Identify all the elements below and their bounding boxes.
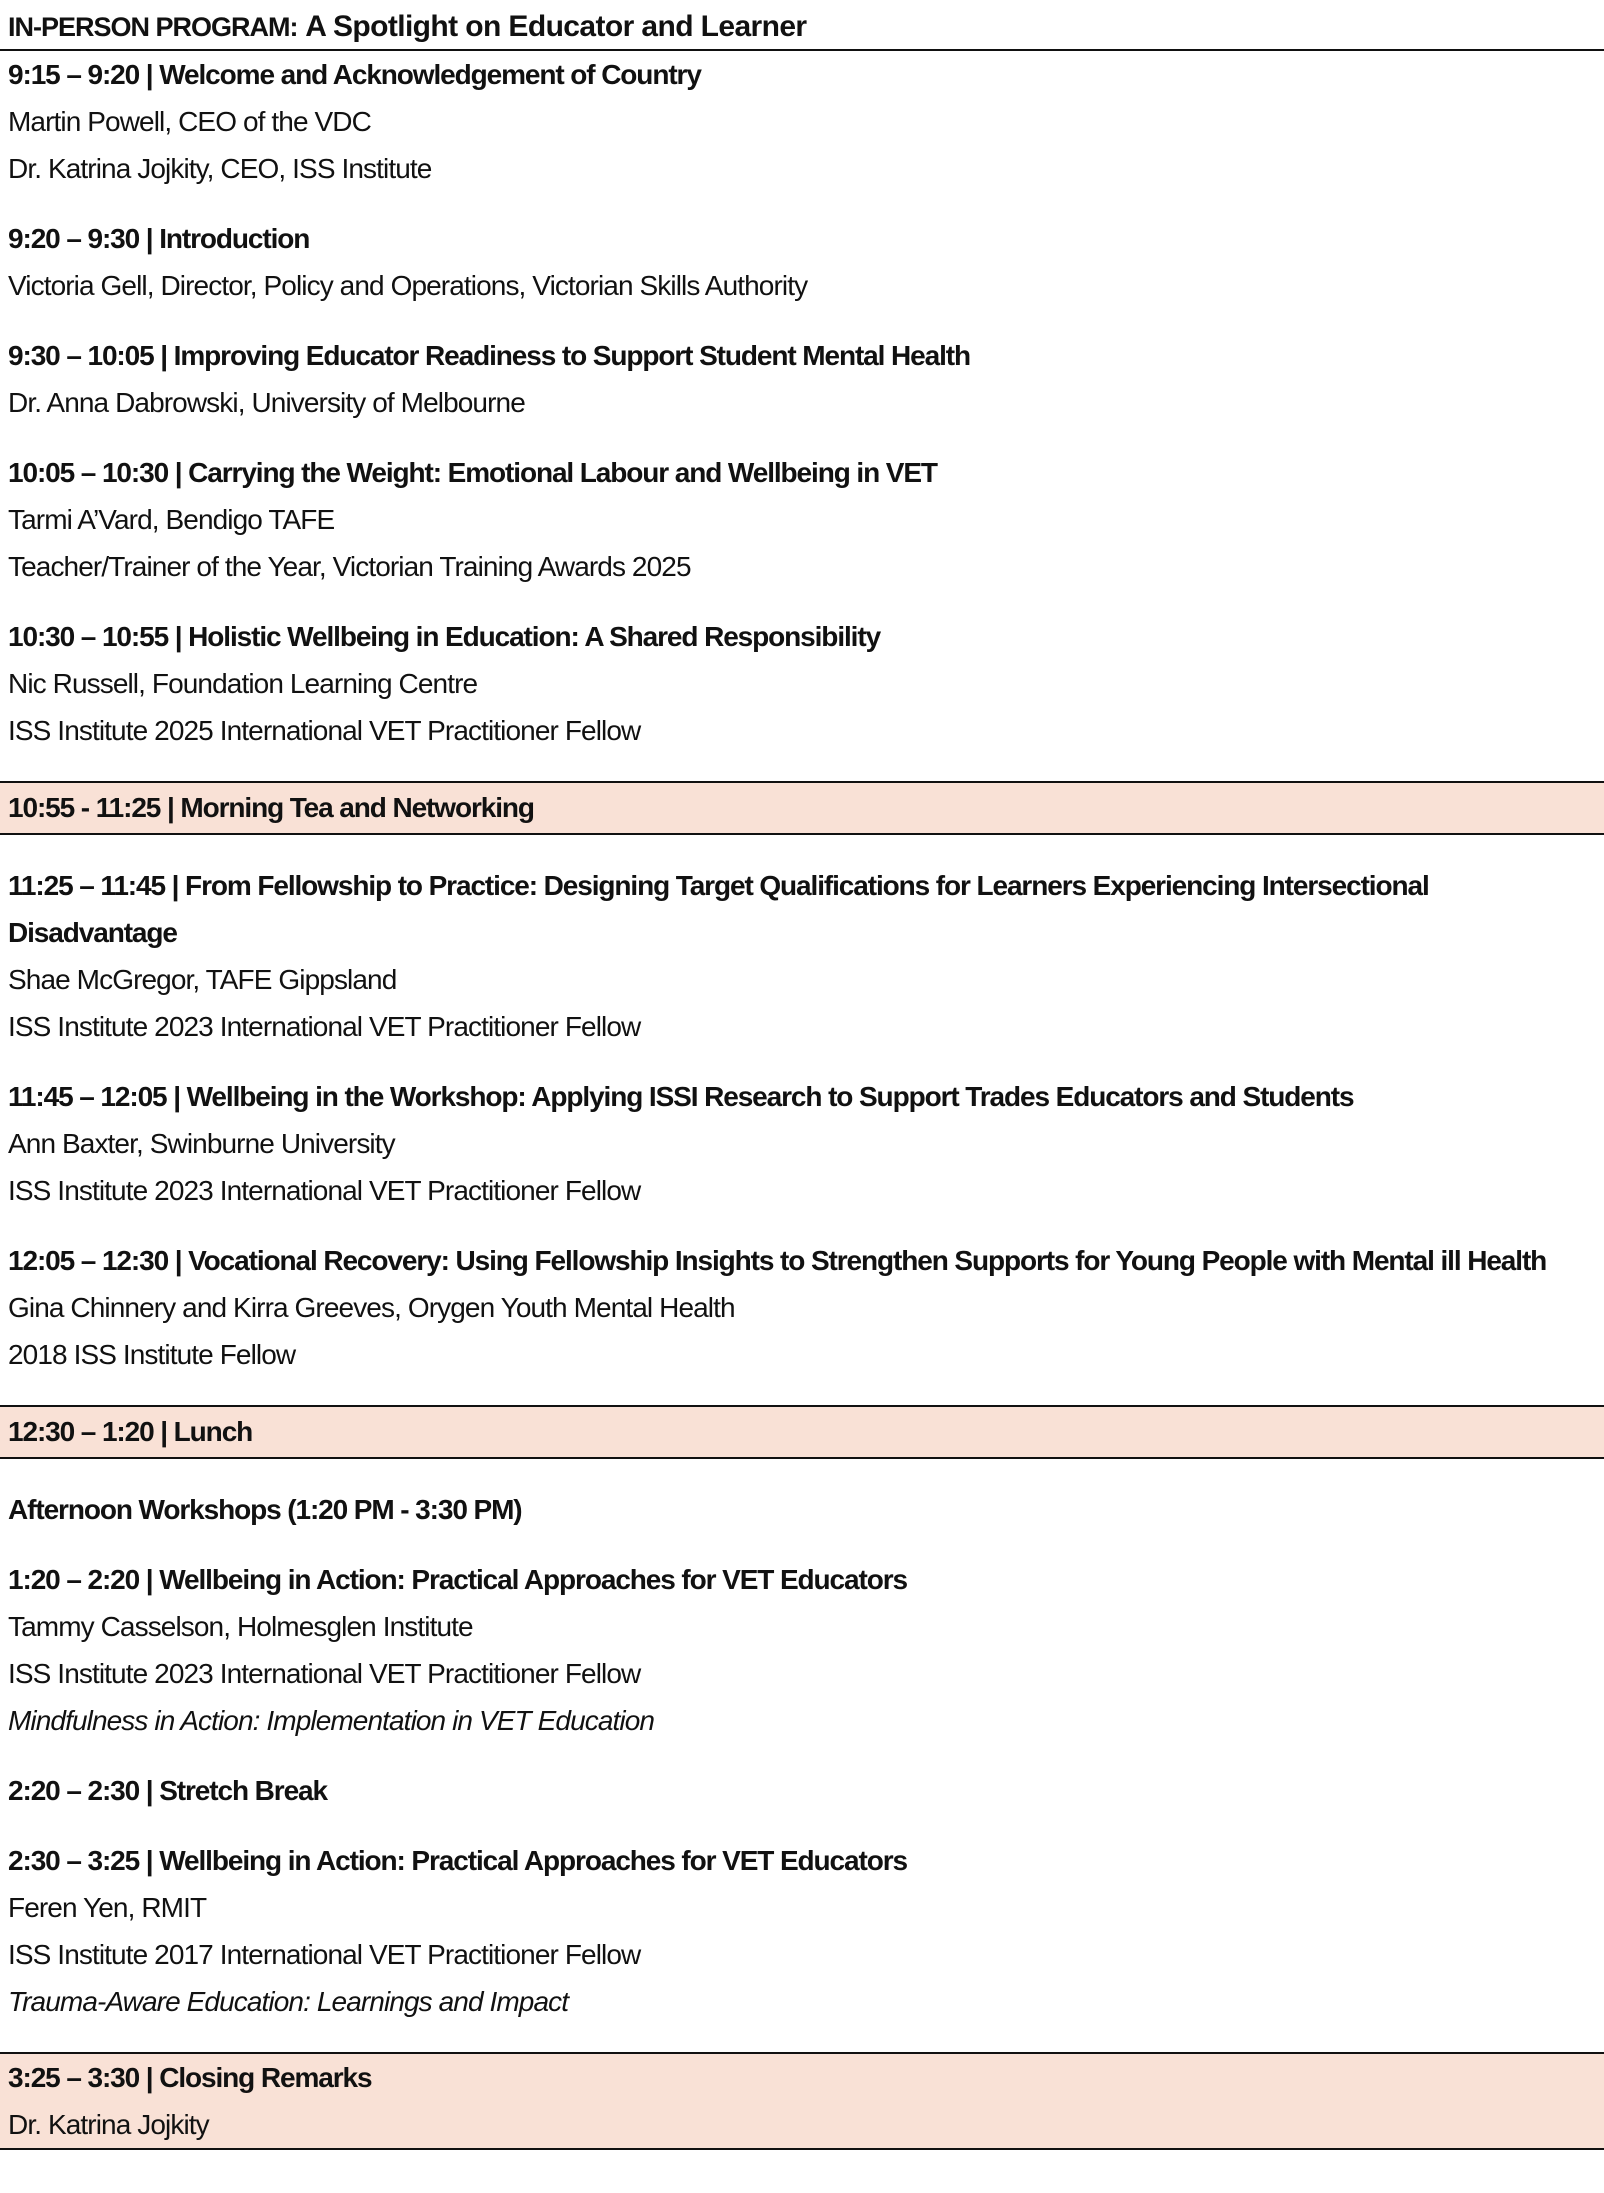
- session-educator-readiness: [8, 332, 1596, 426]
- session-heading: 9:30 – 10:05 | Improving Educator Readiness to Support Student Mental Health: [8, 340, 970, 371]
- session-holistic-wellbeing: [8, 613, 1596, 754]
- workshop-topic: Trauma-Aware Education: Learnings and Impact: [8, 1986, 569, 2017]
- speaker-credential: Teacher/Trainer of the Year, Victorian Training Awards 2025: [8, 551, 691, 582]
- session-heading: 10:05 – 10:30 | Carrying the Weight: Emotional Labour and Wellbeing in VET: [8, 457, 937, 488]
- session-heading: 11:25 – 11:45 | From Fellowship to Practice: Designing Target Qualifications for Learners Experiencing Intersectional Disadvantage: [8, 870, 1429, 948]
- speaker-credential: ISS Institute 2023 International VET Practitioner Fellow: [8, 1011, 641, 1042]
- afternoon-heading-block: [8, 1486, 1596, 1533]
- break-heading: 10:55 - 11:25 | Morning Tea and Networking: [8, 792, 534, 823]
- session-stretch-break: [8, 1767, 1596, 1814]
- workshop-topic: Mindfulness in Action: Implementation in VET Education: [8, 1705, 655, 1736]
- speaker: Feren Yen, RMIT: [8, 1892, 207, 1923]
- session-heading: 2:20 – 2:30 | Stretch Break: [8, 1775, 327, 1806]
- session-heading: 1:20 – 2:20 | Wellbeing in Action: Practical Approaches for VET Educators: [8, 1564, 907, 1595]
- session-welcome: [8, 51, 1596, 192]
- morning-sessions: [0, 51, 1604, 754]
- speaker: Shae McGregor, TAFE Gippsland: [8, 964, 397, 995]
- session-introduction: [8, 215, 1596, 309]
- speaker: Martin Powell, CEO of the VDC: [8, 106, 371, 137]
- closing-heading: 3:25 – 3:30 | Closing Remarks: [8, 2062, 372, 2093]
- session-heading: 9:15 – 9:20 | Welcome and Acknowledgement of Country: [8, 59, 701, 90]
- break-heading: 12:30 – 1:20 | Lunch: [8, 1416, 253, 1447]
- closing-speaker: Dr. Katrina Jojkity: [8, 2109, 209, 2140]
- session-workshop-trauma-aware: [8, 1837, 1596, 2025]
- speaker-credential: ISS Institute 2025 International VET Practitioner Fellow: [8, 715, 641, 746]
- section-heading: Afternoon Workshops (1:20 PM - 3:30 PM): [8, 1494, 522, 1525]
- speaker: Tarmi A’Vard, Bendigo TAFE: [8, 504, 335, 535]
- speaker: Ann Baxter, Swinburne University: [8, 1128, 395, 1159]
- speaker-credential: ISS Institute 2017 International VET Practitioner Fellow: [8, 1939, 641, 1970]
- speaker: Victoria Gell, Director, Policy and Operations, Victorian Skills Authority: [8, 270, 808, 301]
- session-heading: 9:20 – 9:30 | Introduction: [8, 223, 310, 254]
- title-main: A Spotlight on Educator and Learner: [305, 10, 807, 43]
- speaker: Nic Russell, Foundation Learning Centre: [8, 668, 478, 699]
- speaker: Dr. Katrina Jojkity, CEO, ISS Institute: [8, 153, 432, 184]
- speaker-credential: 2018 ISS Institute Fellow: [8, 1339, 296, 1370]
- speaker: Tammy Casselson, Holmesglen Institute: [8, 1611, 473, 1642]
- session-fellowship-to-practice: [8, 862, 1596, 1050]
- break-band-lunch: [0, 1405, 1604, 1459]
- afternoon-workshops: [0, 1486, 1604, 2025]
- break-band-morning-tea: [0, 781, 1604, 835]
- title-prefix: IN-PERSON PROGRAM:: [8, 12, 298, 42]
- session-carrying-the-weight: [8, 449, 1596, 590]
- speaker: Dr. Anna Dabrowski, University of Melbourne: [8, 387, 525, 418]
- session-vocational-recovery: [8, 1237, 1596, 1378]
- speaker-credential: ISS Institute 2023 International VET Practitioner Fellow: [8, 1658, 641, 1689]
- speaker: Gina Chinnery and Kirra Greeves, Orygen Youth Mental Health: [8, 1292, 735, 1323]
- session-heading: 10:30 – 10:55 | Holistic Wellbeing in Education: A Shared Responsibility: [8, 621, 881, 652]
- session-heading: 2:30 – 3:25 | Wellbeing in Action: Practical Approaches for VET Educators: [8, 1845, 907, 1876]
- midday-sessions: [0, 862, 1604, 1378]
- speaker-credential: ISS Institute 2023 International VET Practitioner Fellow: [8, 1175, 641, 1206]
- session-workshop-mindfulness: [8, 1556, 1596, 1744]
- page-title: [0, 0, 1604, 51]
- session-heading: 11:45 – 12:05 | Wellbeing in the Workshop: Applying ISSI Research to Support Trades Educators and Students: [8, 1081, 1354, 1112]
- closing-band: [0, 2052, 1604, 2150]
- session-wellbeing-in-workshop: [8, 1073, 1596, 1214]
- session-heading: 12:05 – 12:30 | Vocational Recovery: Using Fellowship Insights to Strengthen Supports for Young People with Mental ill Health: [8, 1245, 1547, 1276]
